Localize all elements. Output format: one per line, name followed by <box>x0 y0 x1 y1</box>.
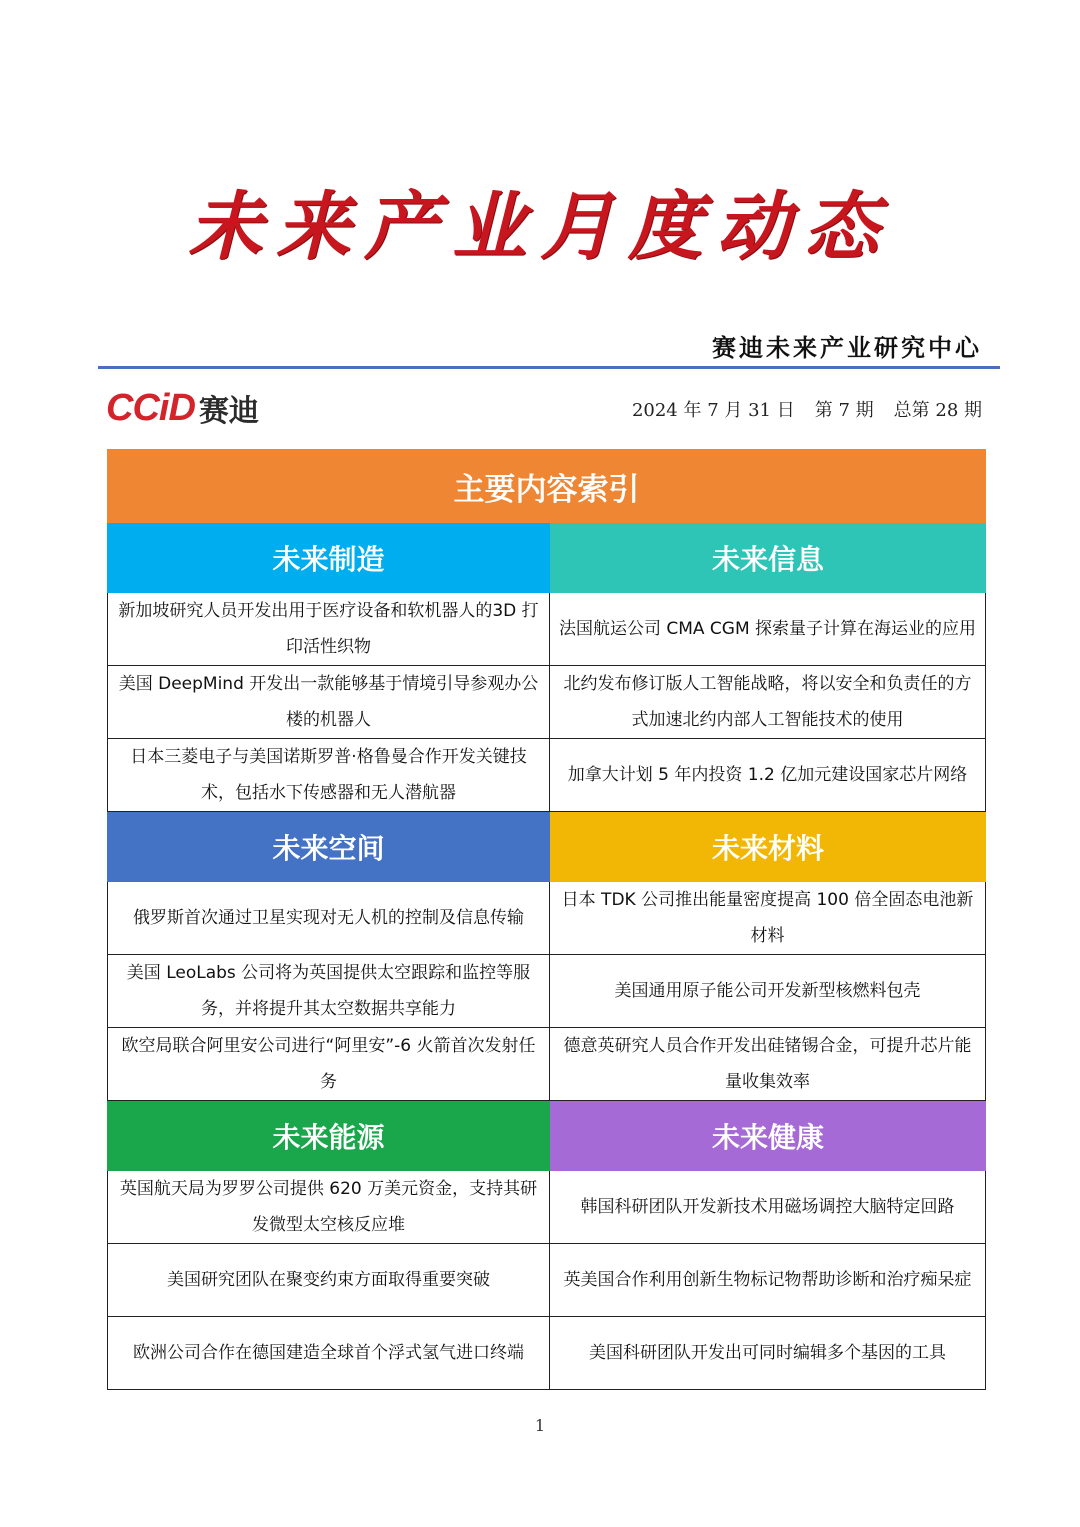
index-item: 英美国合作利用创新生物标记物帮助诊断和治疗痴呆症 <box>550 1244 986 1317</box>
issue-date: 2024 年 7 月 31 日 <box>631 400 795 421</box>
document-title: 未来产业月度动态 <box>188 184 892 270</box>
index-item: 欧洲公司合作在德国建造全球首个浮式氢气进口终端 <box>107 1317 550 1390</box>
index-section-group <box>107 1101 986 1390</box>
index-item: 美国研究团队在聚变约束方面取得重要突破 <box>107 1244 550 1317</box>
index-item: 欧空局联合阿里安公司进行“阿里安”-6 火箭首次发射任务 <box>107 1028 550 1101</box>
section-heading: 未来材料 <box>550 812 986 882</box>
index-section-group <box>107 523 986 812</box>
ccid-logo <box>106 386 259 430</box>
org-name: 赛迪未来产业研究中心 <box>712 333 982 362</box>
section-heading: 未来健康 <box>550 1101 986 1171</box>
section-heading: 未来空间 <box>107 812 550 882</box>
index-item: 德意英研究人员合作开发出硅锗锡合金，可提升芯片能量收集效率 <box>550 1028 986 1101</box>
index-item: 韩国科研团队开发新技术用磁场调控大脑特定回路 <box>550 1171 986 1244</box>
issue-info <box>632 396 982 422</box>
index-item: 日本三菱电子与美国诺斯罗普·格鲁曼合作开发关键技术，包括水下传感器和无人潜航器 <box>107 739 550 812</box>
index-item: 美国 DeepMind 开发出一款能够基于情境引导参观办公楼的机器人 <box>107 666 550 739</box>
index-item: 英国航天局为罗罗公司提供 620 万美元资金，支持其研发微型太空核反应堆 <box>107 1171 550 1244</box>
index-item: 俄罗斯首次通过卫星实现对无人机的控制及信息传输 <box>107 882 550 955</box>
index-item: 法国航运公司 CMA CGM 探索量子计算在海运业的应用 <box>550 593 986 666</box>
logo-text: 赛迪 <box>198 394 259 429</box>
index-item: 加拿大计划 5 年内投资 1.2 亿加元建设国家芯片网络 <box>550 739 986 812</box>
content-index-table <box>107 449 986 1390</box>
section-heading: 未来信息 <box>550 523 986 593</box>
index-section-group <box>107 812 986 1101</box>
index-item: 日本 TDK 公司推出能量密度提高 100 倍全固态电池新材料 <box>550 882 986 955</box>
index-item: 美国通用原子能公司开发新型核燃料包壳 <box>550 955 986 1028</box>
issue-total: 总第 28 期 <box>893 400 982 421</box>
index-header: 主要内容索引 <box>107 449 986 523</box>
section-heading: 未来能源 <box>107 1101 550 1171</box>
header-divider <box>98 366 1000 369</box>
index-item: 美国 LeoLabs 公司将为英国提供太空跟踪和监控等服务，并将提升其太空数据共享能力 <box>107 955 550 1028</box>
section-heading: 未来制造 <box>107 523 550 593</box>
index-item: 新加坡研究人员开发出用于医疗设备和软机器人的3D 打印活性织物 <box>107 593 550 666</box>
index-item: 美国科研团队开发出可同时编辑多个基因的工具 <box>550 1317 986 1390</box>
issue-number: 第 7 期 <box>814 400 874 421</box>
page-number: 1 <box>534 1416 546 1435</box>
index-item: 北约发布修订版人工智能战略，将以安全和负责任的方式加速北约内部人工智能技术的使用 <box>550 666 986 739</box>
logo-mark: CCiD <box>106 386 195 429</box>
